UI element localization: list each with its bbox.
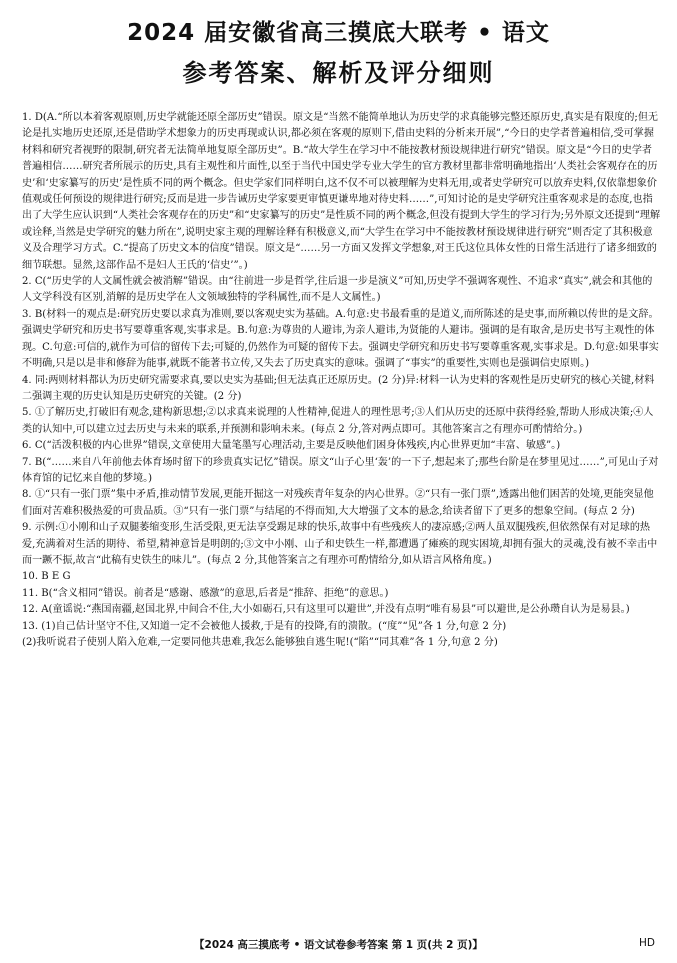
answer-item-6: 6. C(“活泼积极的内心世界”错误,文章使用大量笔墨写心理活动,主要是反映他们困身体残疾,内心世界更加“丰富、敏感”。) (22, 440, 561, 452)
answer-item-5: 5. ①了解历史,打破旧有观念,建构新思想;②以求真来说理的人性精神,促进人的理性思考;③人们从历史的还原中获得经验,帮助人形成决策;④人类的认知中,可以建立过去历史与未来的联系,并预测和影响未来。(每点 2 分,答对两点即可。其他答案言之有理亦可酌情给分。) (22, 407, 654, 435)
answer-item-10: 10. B E G (22, 571, 71, 583)
answer-list (22, 110, 662, 651)
answer-item-12: 12. A(童谣说:“燕国南疆,赵国北界,中间合不住,大小如砺石,只有这里可以避世”,并没有点明“唯有易县”可以避世,是公孙瓒自认为是易县。) (22, 604, 630, 616)
answer-item-7: 7. B(“……来自八年前他去体育场时留下的珍贵真实记忆”错误。原文“山子心里‘轰’的一下子,想起来了;那些台阶是在梦里见过……”,可见山子对体育馆的记忆来自他的梦境。) (22, 456, 659, 484)
answer-item-2: 2. C(“历史学的人文属性就会被消解”错误。由“往前进一步是哲学,往后退一步是演义”可知,历史学不强调客观性、不追求“真实”,就会和其他的人文学科没有区别,消解的是历史学在人文领域独特的学科属性,而不是人文属性。) (22, 276, 653, 304)
answer-item-4: 4. 同:两则材料都认为历史研究需要求真,要以史实为基础;但无法真正还原历史。(2 分)异:材料一认为史料的客观性是历史研究的核心关键,材料二强调主观的历史认知是历史研究的关键。(2 分) (22, 374, 655, 402)
answer-item-9: 9. 示例:①小刚和山子双腿萎缩变形,生活受限,更无法享受踢足球的快乐,故事中有些残疾人的凄凉感;②两人虽双腿残疾,但依然保有对足球的热爱,充满着对生活的期待、希望,精神意旨是明朗的;③文中小刚、山子和史铁生一样,都遭遇了瘫痪的现实困境,却拥有强大的灵魂,没有被不幸击中而一蹶不振,故言“此稿有史铁生的味儿”。(每点 2 分,其他答案言之有理亦可酌情给分,如从语言风格角度。) (22, 522, 658, 566)
answer-item-13-sub: (2)我听说君子使别人陷入危难,一定要同他共患难,我怎么能够独自逃生呢!(“陷”“同其难”各 1 分,句意 2 分) (22, 637, 498, 648)
answer-item-13: 13. (1)自己估计坚守不住,又知道一定不会被他人援救,于是有的投降,有的溃散。(“度”“见”各 1 分,句意 2 分) (2)我听说君子使别人陷入危难,一定要同他共患难,我怎么能够独自逃生呢!(“陷”“同其难”各 1 分,句意 2 分) (22, 619, 662, 652)
answer-item-1: 1. D(A.“所以本着客观原则,历史学就能还原全部历史”错误。原文是“当然不能简单地认为历史学的求真能够完整还原历史,真实是有限度的;但无论是扎实地历史还原,还是借助学术想象力的历史再现或认识,都必须在客观的原则下,借由史料的分析来开展”,“今日的史学者普遍相信,受可掌握材料和研究者视野的限制,研究者无法简单地复原全部历史”。B.“故大学生在学习中不能按教材预设规律进行研究”错误。原文是“今日的史学者普遍相信……研究者所展示的历史,具有主观性和片面性,以至于当代中国史学专业大学生的官方教材里都非常明确地指出‘人类社会客观存在的历史’和‘史家纂写的历史’是性质不同的两个概念。但史学家们同样明白,这不仅不可以被理解为史料无用,或者史学研究可以放弃史料,仅依靠想象价值观或任何预设的规律进行研究;反而是进一步告诫历史学家要更审慎更谦卑地对待史料……”,可知讨论的是史学研究注重客观求是的态度,也指出了大学生应认识到“人类社会客观存在的历史”和“史家纂写的历史”是性质不同的两个概念,但没有提到大学生的学习行为;另外原文还提到“理解或诠释,当然是史学研究的魅力所在”,说明史家主观的理解诠释有积极意义,而“大学生在学习中不能按教材预设规律进行研究”则否定了其积极意义及合理学习方式。C.“提高了历史文本的信度”错误。原文是“……另一方面又发挥文学想象,对王氏这位具体女性的日常生活进行了诸多细致的细节联想。显然,这部作品不是妇人王氏的‘信史’”。) (22, 112, 661, 271)
answer-item-3: 3. B(材料一的观点是:研究历史要以求真为准则,要以客观史实为基础。A.句意:史书最看重的是道义,而所陈述的是史事,而所赖以传世的是文辞。强调史学研究和历史书写要尊重客观,实事求是。B.句意:为尊贵的人避讳,为亲人避讳,为贤能的人避讳。强调的是有取舍,是历史书写主观性的体现。C.句意:可信的,就作为可信的留传下去;可疑的,仍然作为可疑的留传下去。强调史学研究和历史书写要尊重客观,实事求是。D.句意:如果事实不明确,只是以是非和修辞为能事,就既不能著书立传,又失去了历史真实的意味。强调了“事实”的重要性,实则也是强调信史原则。) (22, 308, 659, 370)
answer-item-11: 11. B(“含义相同”错误。前者是“感谢、感激”的意思,后者是“推辞、拒绝”的意思。) (22, 587, 389, 599)
document-title: 2024 届安徽省高三摸底大联考 • 语文 (127, 20, 550, 46)
page-footer: 【2024 高三摸底考 • 语文试卷参考答案 第 1 页(共 2 页)】 (194, 939, 483, 951)
footer-code: HD (639, 937, 655, 949)
document-subtitle: 参考答案、解析及评分细则 (182, 59, 495, 87)
answer-item-8: 8. ①“只有一张门票”集中矛盾,推动情节发展,更能开掘这一对残疾青年复杂的内心世界。②“只有一张门票”,透露出他们困苦的处境,更能突显他们面对苦难积极热爱的可贵品质。③“只有一张门票”与结尾的不得而知,大大增强了文本的悬念,给读者留下了更多的想象空间。(每点 2 分) (22, 489, 654, 517)
